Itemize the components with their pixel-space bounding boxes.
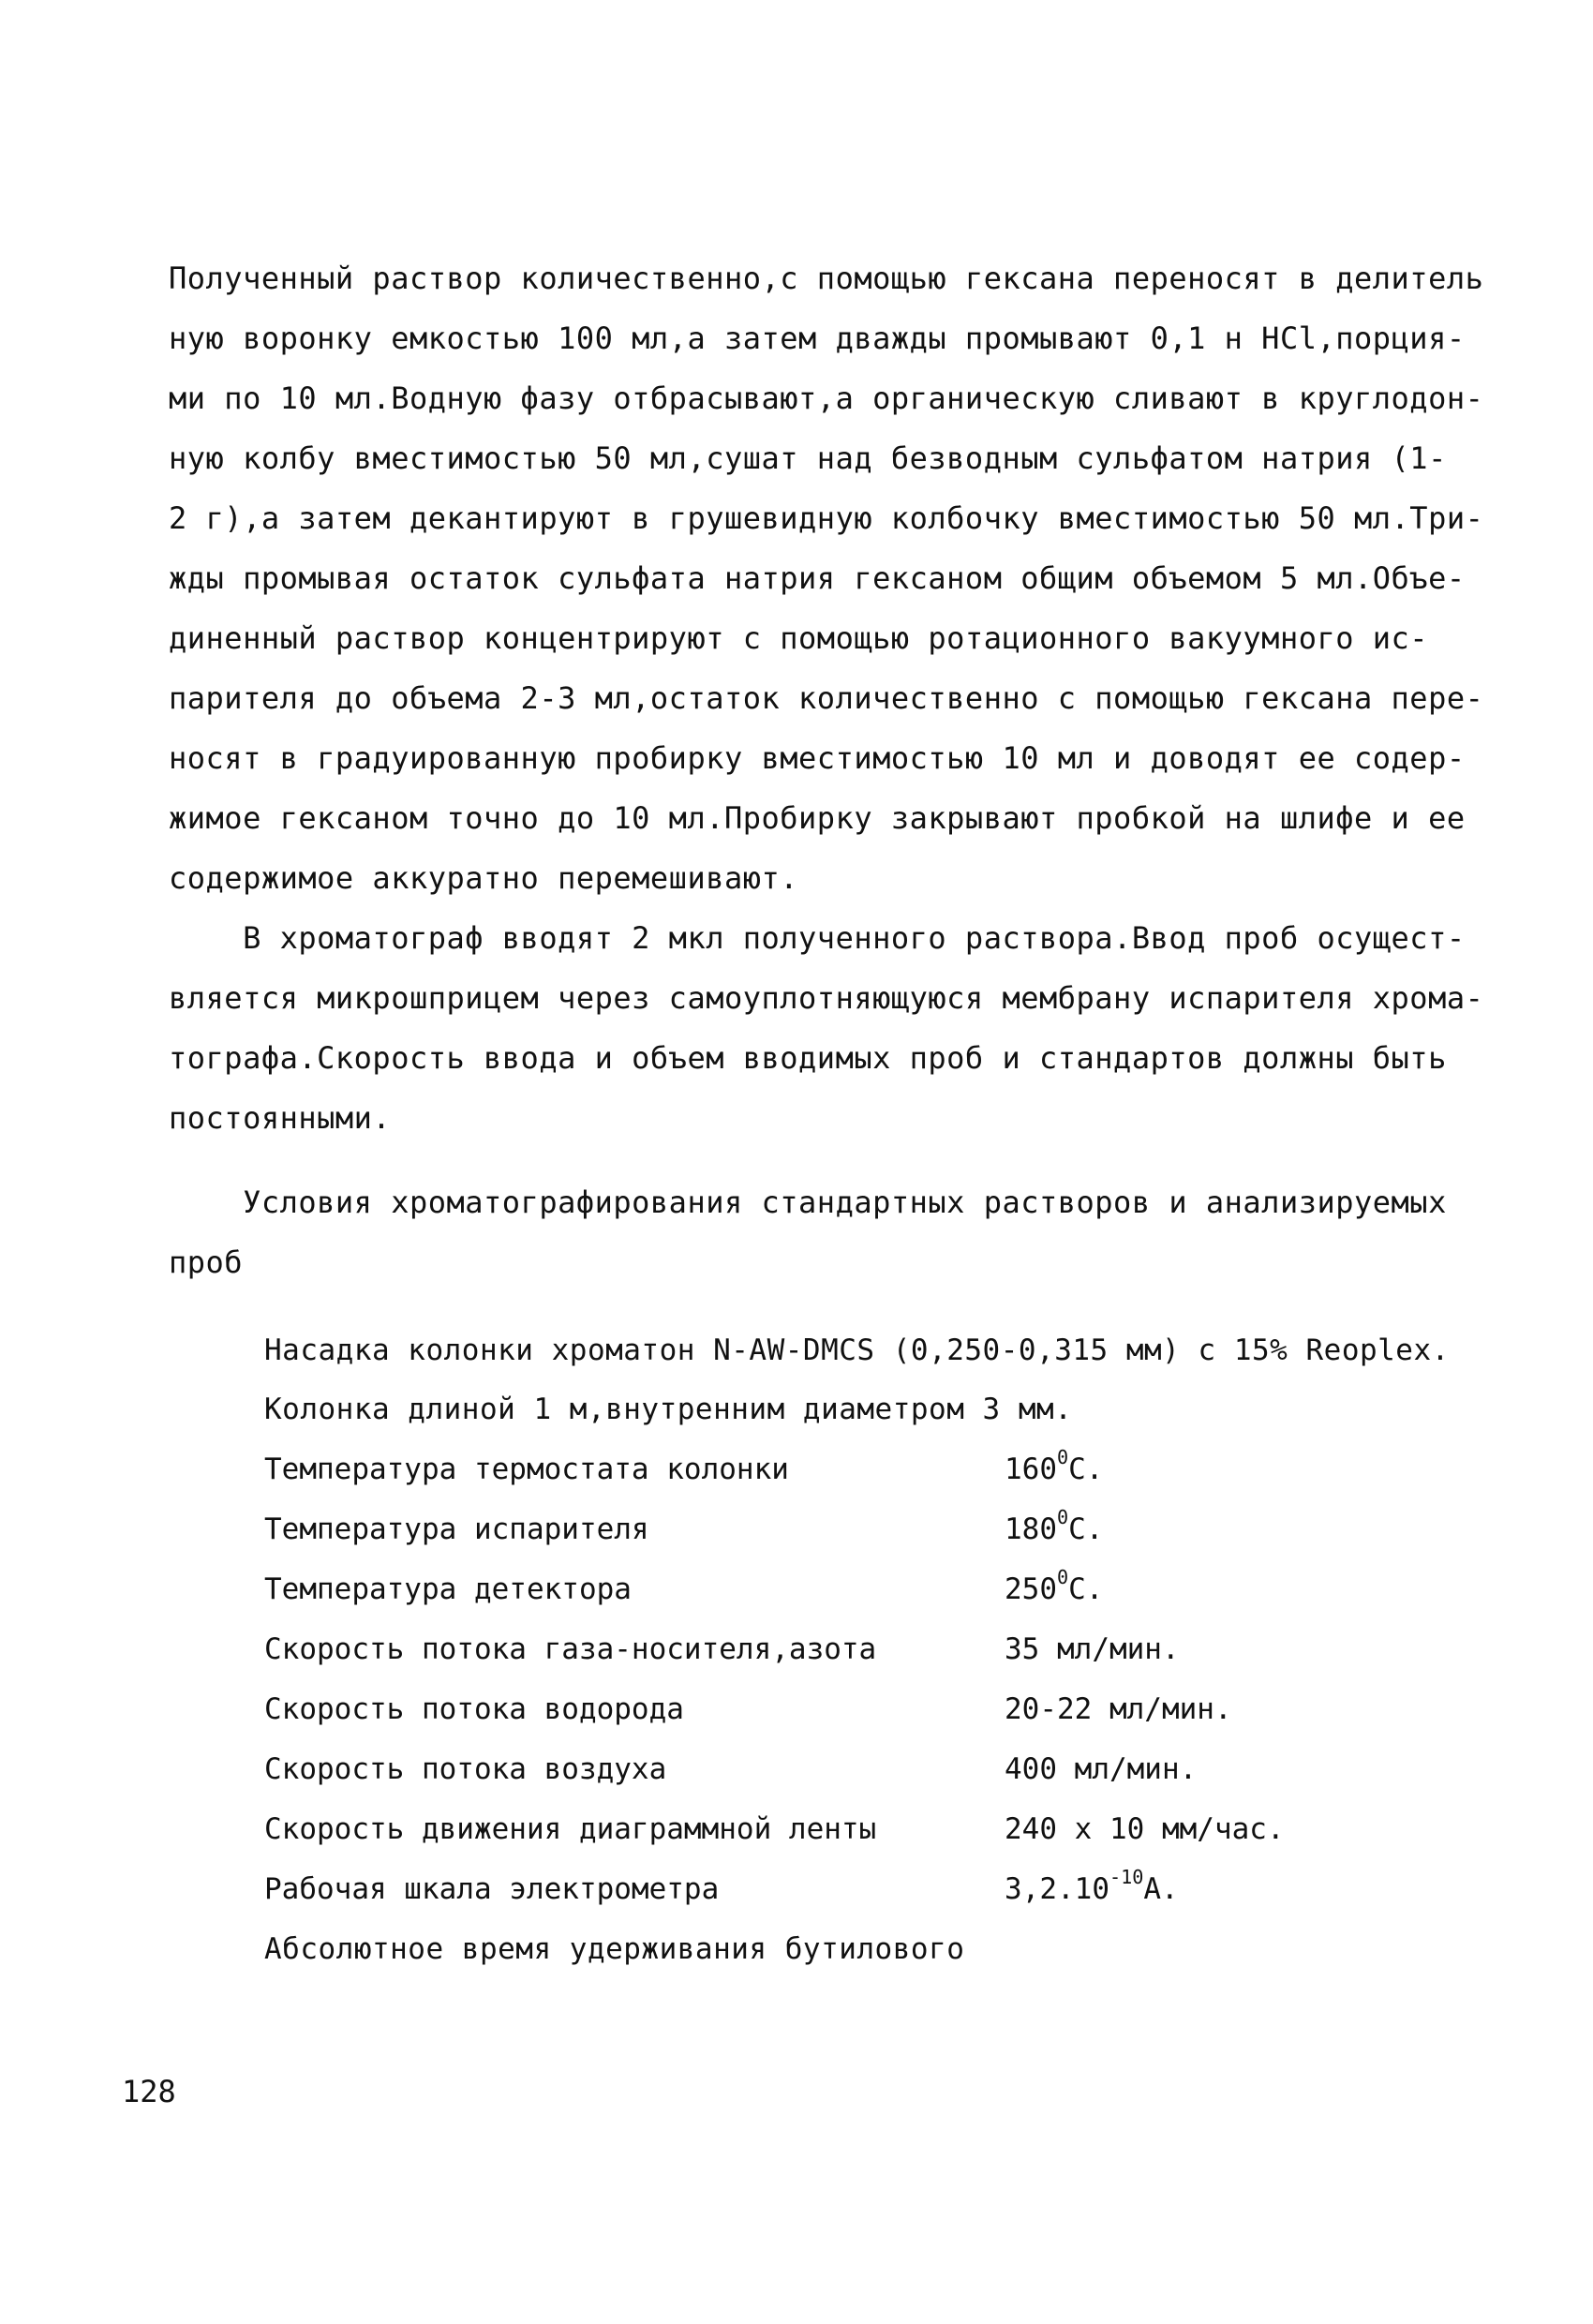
condition-value: 240 х 10 мм/час.	[1005, 1812, 1285, 1846]
text-line: ную колбу вместимостью 50 мл,сушат над безводным сульфатом натрия (1-	[169, 440, 1447, 476]
condition-name: Температура испарителя	[264, 1512, 649, 1546]
text-line: носят в градуированную пробирку вместимостью 10 мл и доводят ее содер-	[169, 740, 1466, 776]
text-line: жды промывая остаток сульфата натрия гексаном общим объемом 5 мл.Объе-	[169, 560, 1466, 596]
text-line: Полученный раствор количественно,с помощью гексана переносят в делитель	[169, 261, 1484, 296]
condition-name: Рабочая шкала электрометра	[264, 1872, 720, 1906]
heading-line: проб	[169, 1244, 244, 1280]
condition-name: Температура детектора	[264, 1572, 632, 1606]
text-line: жимое гексаном точно до 10 мл.Пробирку закрывают пробкой на шлифе и ее	[169, 800, 1466, 836]
condition-name: Скорость потока воздуха	[264, 1752, 667, 1786]
condition-name: Скорость движения диаграммной ленты	[264, 1812, 877, 1846]
text-line: ми по 10 мл.Водную фазу отбрасывают,а органическую сливают в круглодон-	[169, 380, 1484, 416]
column-dimensions: Колонка длиной 1 м,внутренним диаметром 3 мм.	[264, 1393, 1073, 1426]
condition-name: Скорость потока водорода	[264, 1692, 684, 1726]
page-number: 128	[122, 2074, 176, 2109]
text-line: вляется микрошприцем через самоуплотняющуюся мембрану испарителя хрома-	[169, 980, 1484, 1016]
text-line: постоянными.	[169, 1100, 392, 1136]
retention-time-line: Абсолютное время удерживания бутилового	[264, 1932, 965, 1966]
condition-value: 400 мл/мин.	[1005, 1752, 1198, 1786]
text-line: тографа.Скорость ввода и объем вводимых проб и стандартов должны быть	[169, 1040, 1447, 1076]
column-description: Насадка колонки хроматон N-AW-DMCS (0,250-0,315 мм) с 15% Reoplex.	[264, 1333, 1450, 1367]
condition-value: $250^0С$.	[1005, 1565, 1104, 1606]
condition-value: $160^0С$.	[1005, 1445, 1104, 1486]
condition-value: 20-22 мл/мин.	[1005, 1692, 1232, 1726]
condition-value: 35 мл/мин.	[1005, 1632, 1180, 1666]
text-line: 2 г),а затем декантируют в грушевидную колбочку вместимостью 50 мл.Три-	[169, 500, 1484, 536]
text-line: В хроматограф вводят 2 мкл полученного раствора.Ввод проб осущест-	[169, 920, 1466, 956]
heading-line: Условия хроматографирования стандартных растворов и анализируемых	[169, 1184, 1447, 1220]
condition-value: $180^0С$.	[1005, 1505, 1104, 1546]
condition-name: Температура термостата колонки	[264, 1452, 789, 1486]
condition-value: $3,2.10^{-10}А$.	[1005, 1865, 1179, 1906]
text-line: диненный раствор концентрируют с помощью ротационного вакуумного ис-	[169, 620, 1429, 656]
text-line: ную воронку емкостью 100 мл,а затем дважды промывают 0,1 н HCl,порция-	[169, 320, 1466, 356]
text-line: содержимое аккуратно перемешивают.	[169, 860, 799, 896]
condition-name: Скорость потока газа-носителя,азота	[264, 1632, 877, 1666]
text-line: парителя до объема 2-3 мл,остаток количественно с помощью гексана пере-	[169, 680, 1484, 716]
